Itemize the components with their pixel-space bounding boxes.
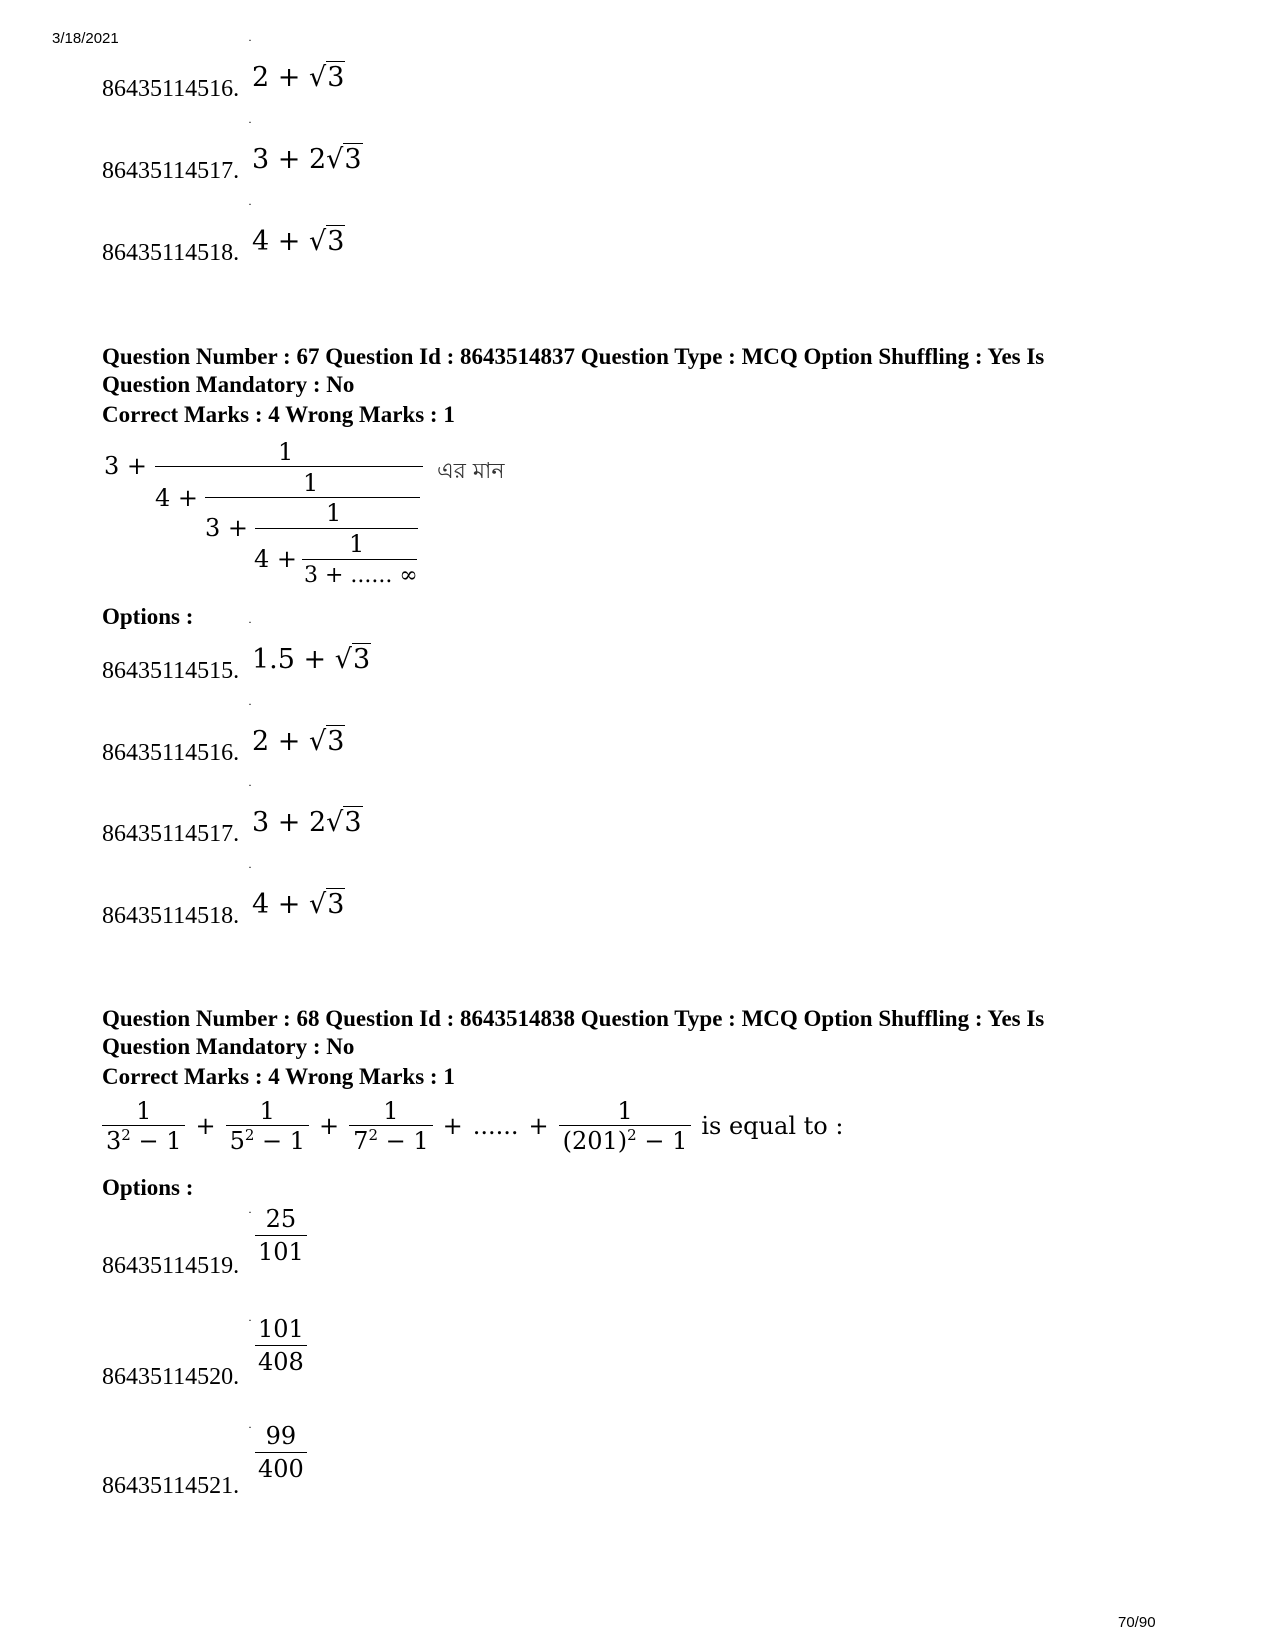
- fraction-bar: [255, 528, 418, 529]
- question-68-header: [102, 1005, 1182, 1061]
- cf-term: 4 +: [155, 484, 199, 512]
- option-expression: 1.5 + √3: [252, 644, 371, 675]
- plus-sign: +: [528, 1112, 549, 1140]
- cf-tail: 3 + ...... ∞: [304, 563, 418, 588]
- question-marks: Correct Marks : 4 Wrong Marks : 1: [102, 1064, 455, 1089]
- series-term: $\frac{1}{(201)^2 - 1}$: [559, 1097, 692, 1155]
- cf-numerator: 1: [349, 530, 365, 558]
- option-fraction: 99 400: [255, 1422, 307, 1483]
- option-fraction: 101 408: [255, 1315, 307, 1376]
- question-67-header: [102, 343, 1182, 399]
- option-fraction: 25 101: [255, 1205, 307, 1266]
- option-id: 86435114519.: [102, 1253, 240, 1279]
- series-term: $\frac{1}{3^2 - 1}$: [102, 1097, 185, 1155]
- option-expression: 2 + √3: [252, 726, 345, 757]
- cf-numerator: 1: [303, 469, 319, 497]
- series-expression: [102, 1097, 843, 1155]
- plus-sign: +: [195, 1112, 216, 1140]
- option-id: 86435114517.: [102, 821, 240, 847]
- cf-term: 3 +: [104, 452, 148, 480]
- page-number: 70/90: [1118, 1614, 1156, 1631]
- option-expression: 4 + √3: [252, 889, 345, 920]
- fraction-bar: [205, 497, 420, 498]
- cf-term: 4 +: [254, 545, 298, 573]
- option-id: 86435114516.: [102, 76, 240, 102]
- question-marks: Correct Marks : 4 Wrong Marks : 1: [102, 402, 455, 427]
- option-id: 86435114518.: [102, 240, 240, 266]
- option-expression: 2 + √3: [252, 62, 345, 93]
- series-term: $\frac{1}{5^2 - 1}$: [226, 1097, 309, 1155]
- plus-sign: +: [442, 1112, 463, 1140]
- option-expression: 3 + 2√3: [252, 807, 362, 838]
- option-expression: 4 + √3: [252, 226, 345, 257]
- option-expression: 3 + 2√3: [252, 144, 362, 175]
- cf-numerator: 1: [278, 438, 294, 466]
- question-suffix: is equal to :: [701, 1112, 844, 1140]
- option-id: 86435114518.: [102, 903, 240, 929]
- option-id: 86435114516.: [102, 740, 240, 766]
- ellipsis: ......: [472, 1112, 519, 1140]
- option-id: 86435114517.: [102, 158, 240, 184]
- fraction-bar: [302, 559, 417, 560]
- plus-sign: +: [319, 1112, 340, 1140]
- question-meta-line2: Question Mandatory : No: [102, 1034, 355, 1059]
- question-meta-line1: Question Number : 67 Question Id : 8643514837 Question Type : MCQ Option Shuffling : Yes Is: [102, 344, 1045, 369]
- question-meta-line2: Question Mandatory : No: [102, 372, 355, 397]
- print-date: 3/18/2021: [52, 30, 119, 47]
- question-meta-line1: Question Number : 68 Question Id : 8643514838 Question Type : MCQ Option Shuffling : Yes Is: [102, 1006, 1045, 1031]
- bengali-suffix: এর মান: [437, 459, 505, 484]
- option-id: 86435114520.: [102, 1364, 240, 1390]
- cf-numerator: 1: [326, 499, 342, 527]
- fraction-bar: [155, 466, 423, 467]
- options-label: Options :: [102, 604, 194, 629]
- option-id: 86435114515.: [102, 658, 240, 684]
- series-term: $\frac{1}{7^2 - 1}$: [349, 1097, 432, 1155]
- options-label: Options :: [102, 1175, 194, 1200]
- cf-term: 3 +: [205, 514, 249, 542]
- option-id: 86435114521.: [102, 1473, 240, 1499]
